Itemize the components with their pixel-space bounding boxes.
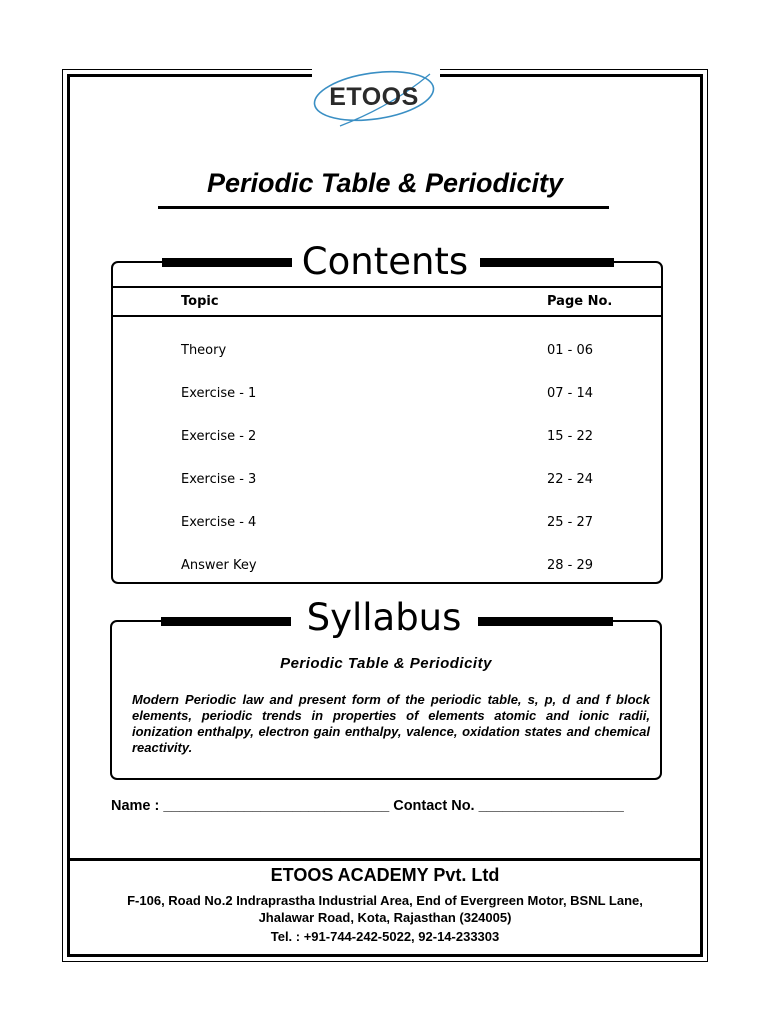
syllabus-heading: Syllabus (306, 596, 462, 639)
contents-row-page: 22 - 24 (547, 472, 594, 487)
syllabus-subtitle: Periodic Table & Periodicity (280, 655, 492, 672)
contents-header-top-rule (113, 286, 661, 288)
contents-row-topic: Exercise - 2 (181, 429, 257, 444)
name-field-label: Name : ____________________________ (111, 798, 390, 814)
logo-text: ETOOS (329, 83, 419, 111)
footer-divider (67, 858, 703, 861)
contents-row-topic: Exercise - 4 (181, 515, 257, 530)
contents-row-page: 15 - 22 (547, 429, 594, 444)
syllabus-heading-bar-right (478, 617, 613, 626)
contents-row-topic: Exercise - 1 (181, 386, 257, 401)
contact-field-label: Contact No. __________________ (393, 798, 624, 814)
contents-heading-bar-left (162, 258, 292, 267)
footer-address-line1: F-106, Road No.2 Indraprastha Industrial Area, End of Evergreen Motor, BSNL Lane, (127, 893, 643, 908)
contents-row-page: 01 - 06 (547, 343, 594, 358)
document-title: Periodic Table & Periodicity (206, 168, 564, 198)
column-header-page: Page No. (547, 294, 613, 309)
syllabus-body: Modern Periodic law and present form of the periodic table, s, p, d and f block elements, periodic trends in properties of elements atomic and ionic radii, ionization enthalpy, electron gain enthalpy, valence, oxidation states and chemical reactivity. (132, 692, 650, 755)
contents-row-topic: Answer Key (181, 558, 257, 573)
contents-heading: Contents (301, 240, 469, 283)
footer-telephone: Tel. : +91-744-242-5022, 92-14-233303 (270, 929, 500, 944)
contents-heading-bar-right (480, 258, 614, 267)
footer-address (80, 892, 690, 926)
contents-row-page: 25 - 27 (547, 515, 594, 530)
contents-row-topic: Theory (181, 343, 227, 358)
contents-row-page: 28 - 29 (547, 558, 594, 573)
contents-row-topic: Exercise - 3 (181, 472, 257, 487)
name-contact-line (111, 798, 671, 814)
column-header-topic: Topic (181, 294, 219, 309)
footer-company-name: ETOOS ACADEMY Pvt. Ltd (270, 865, 500, 885)
title-underline (158, 206, 609, 209)
footer-address-line2: Jhalawar Road, Kota, Rajasthan (324005) (258, 910, 512, 925)
contents-box (111, 261, 663, 584)
contents-row-page: 07 - 14 (547, 386, 594, 401)
syllabus-heading-bar-left (161, 617, 291, 626)
etoos-logo (312, 66, 442, 132)
contents-header-bottom-rule (113, 315, 661, 317)
